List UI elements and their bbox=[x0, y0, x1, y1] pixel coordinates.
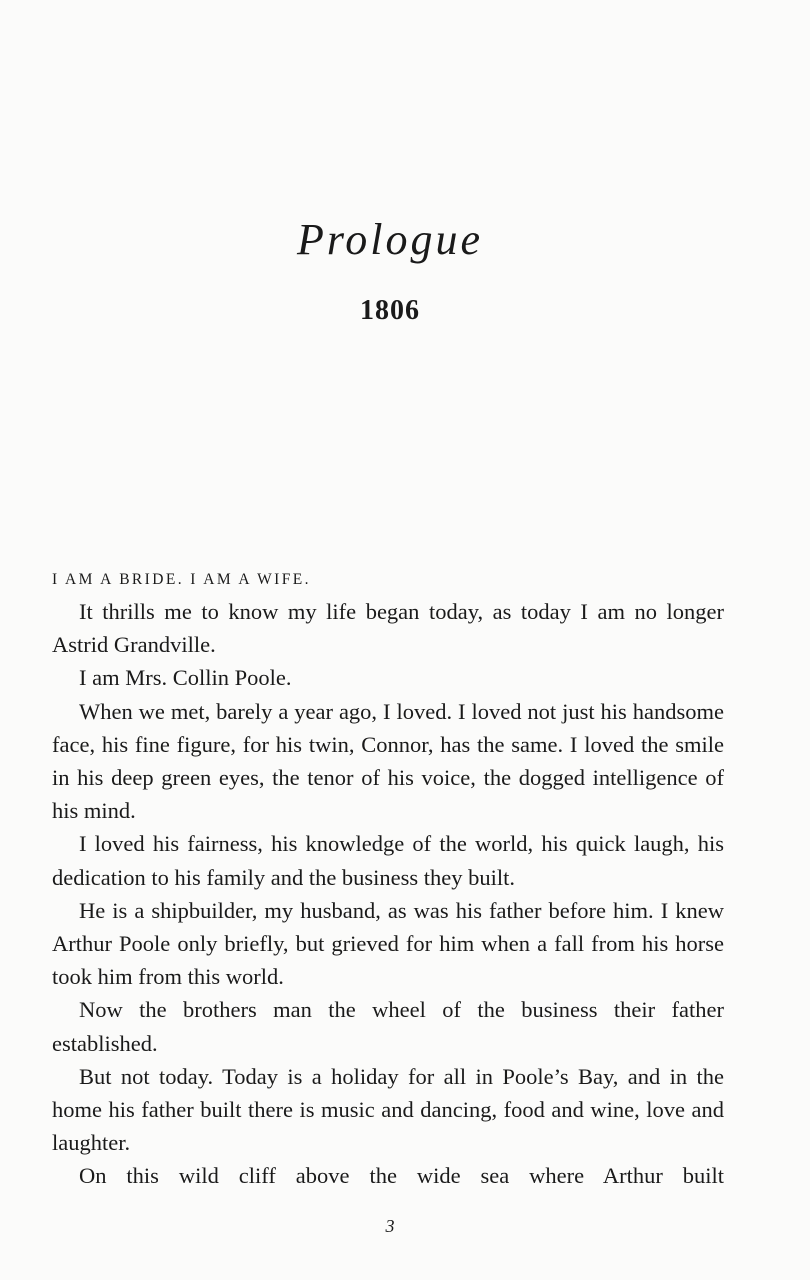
body-text bbox=[52, 563, 724, 1193]
paragraph: He is a shipbuilder, my husband, as was his father before him. I knew Arthur Poole only briefly, but grieved for him when a fall from his horse took him from this world. bbox=[52, 897, 724, 990]
paragraph: But not today. Today is a holiday for all in Poole’s Bay, and in the home his father built there is music and dancing, food and wine, love and laughter. bbox=[52, 1063, 724, 1156]
paragraph: When we met, barely a year ago, I loved. I loved not just his handsome face, his fine figure, for his twin, Connor, has the same. I loved the smile in his deep green eyes, the tenor of his voice, the dogged intelligence of his mind. bbox=[52, 698, 724, 824]
chapter-title: Prologue bbox=[296, 215, 484, 264]
paragraph: It thrills me to know my life began today, as today I am no longer Astrid Grandville. bbox=[52, 599, 724, 658]
chapter-year: 1806 bbox=[360, 295, 420, 326]
page-number: 3 bbox=[385, 1216, 395, 1236]
paragraph: Now the brothers man the wheel of the business their father established. bbox=[52, 997, 724, 1056]
paragraph: I am Mrs. Collin Poole. bbox=[79, 665, 292, 691]
paragraph: On this wild cliff above the wide sea where Arthur built bbox=[79, 1163, 724, 1189]
paragraph: I loved his fairness, his knowledge of the world, his quick laugh, his dedication to his family and the business they built. bbox=[52, 831, 724, 890]
opening-line: I AM A BRIDE. I AM A WIFE. bbox=[52, 571, 311, 588]
